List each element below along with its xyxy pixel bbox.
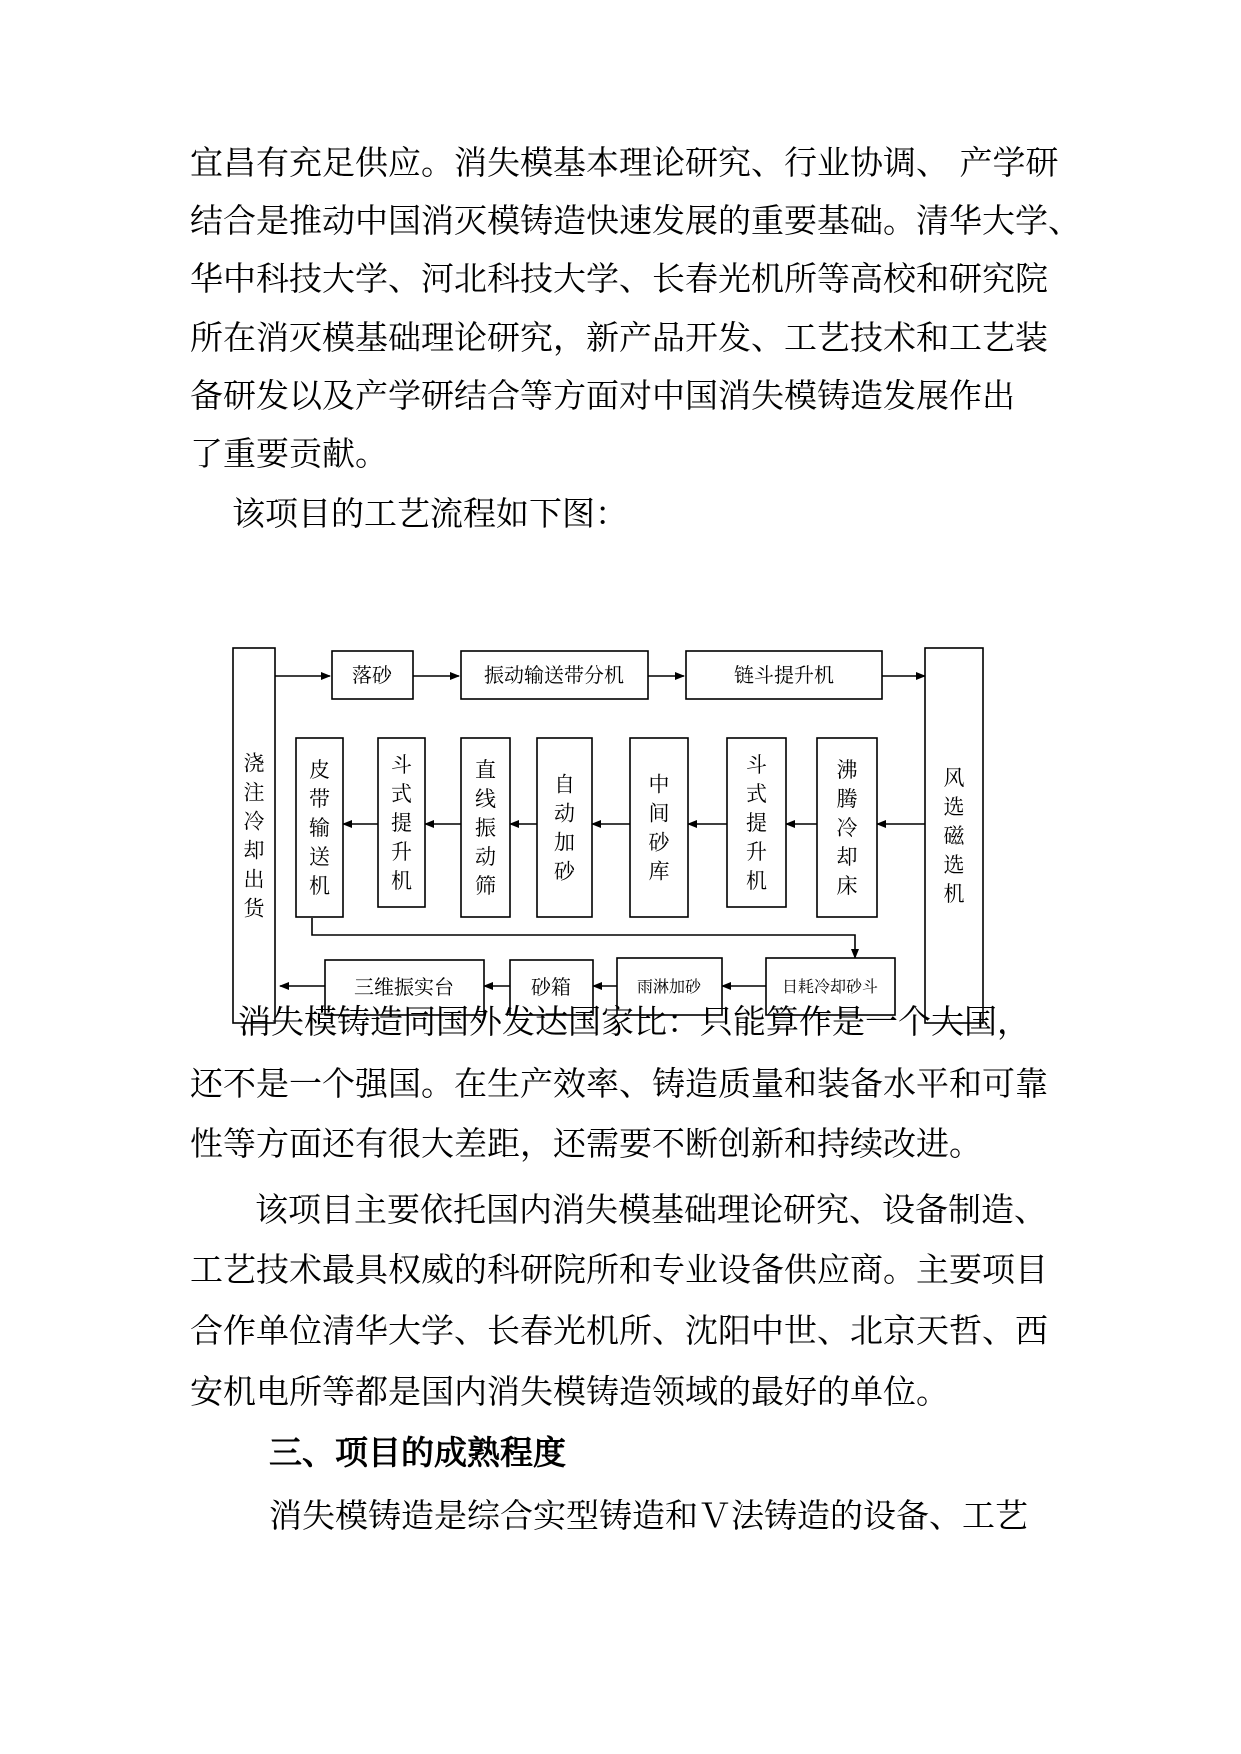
node-label-char: 砂 bbox=[554, 859, 575, 884]
node-label-char: 输 bbox=[309, 815, 330, 840]
node-sand-drop bbox=[332, 651, 413, 699]
node-label-char: 货 bbox=[243, 896, 265, 921]
node-label-char: 动 bbox=[475, 844, 496, 869]
node-label-char: 自 bbox=[554, 772, 575, 797]
node-label: 雨淋加砂 bbox=[636, 977, 702, 996]
node-label-char: 振 bbox=[475, 815, 496, 840]
node-label-char: 升 bbox=[746, 839, 767, 864]
node-intermediate-sand-bin bbox=[630, 738, 688, 917]
node-vibrating-conveyor-separator bbox=[461, 651, 648, 699]
node-label-char: 机 bbox=[309, 873, 330, 898]
node-label-char: 机 bbox=[746, 868, 767, 893]
node-label: 链斗提升机 bbox=[734, 663, 834, 687]
node-label-char: 床 bbox=[836, 873, 858, 898]
node-label-char: 机 bbox=[943, 881, 965, 906]
paragraph-line: 了重要贡献。 bbox=[190, 434, 388, 473]
node-label: 砂箱 bbox=[531, 975, 571, 999]
node-label: 三维振实台 bbox=[354, 975, 454, 999]
node-auto-sand-feeding bbox=[537, 738, 592, 917]
paragraph-line: 备研发以及产学研结合等方面对中国消失模铸造发展作出 bbox=[190, 376, 1015, 415]
node-pour-cool-ship bbox=[233, 648, 275, 1023]
node-label-char: 皮 bbox=[309, 757, 330, 782]
node-label-char: 加 bbox=[554, 830, 575, 855]
node-label bbox=[837, 758, 858, 898]
node-boiling-cooling-bed bbox=[817, 738, 877, 917]
paragraph-line: 合作单位清华大学、长春光机所、沈阳中世、北京天哲、西 bbox=[190, 1311, 1048, 1350]
node-label-char: 选 bbox=[943, 852, 965, 877]
node-label-char: 风 bbox=[943, 765, 965, 790]
node-label-char: 送 bbox=[309, 844, 330, 869]
node-label-char: 斗 bbox=[391, 752, 412, 777]
node-belt-conveyor bbox=[296, 738, 343, 917]
node-label bbox=[944, 766, 966, 906]
paragraph-line: 该项目主要依托国内消失模基础理论研究、设备制造、 bbox=[255, 1190, 1047, 1229]
section-heading: 三、项目的成熟程度 bbox=[269, 1433, 566, 1472]
node-label: 日耗冷却砂斗 bbox=[781, 977, 879, 996]
node-label-char: 斗 bbox=[746, 752, 767, 777]
paragraph-line: 消失模铸造同国外发达国家比：只能算作是一个大国， bbox=[238, 1002, 1030, 1041]
node-label-char: 沸 bbox=[836, 757, 858, 782]
node-label-char: 提 bbox=[391, 810, 412, 835]
paragraph-line: 华中科技大学、河北科技大学、长春光机所等高校和研究院 bbox=[190, 259, 1048, 298]
node-label-char: 冷 bbox=[243, 809, 265, 834]
paragraph-line: 工艺技术最具权威的科研院所和专业设备供应商。主要项目 bbox=[190, 1250, 1048, 1289]
node-label bbox=[391, 753, 412, 893]
paragraph-line: 所在消灭模基础理论研究，新产品开发、工艺技术和工艺装 bbox=[190, 318, 1048, 357]
paragraph-line: 还不是一个强国。在生产效率、铸造质量和装备水平和可靠 bbox=[190, 1064, 1048, 1103]
flow-intro-text: 该项目的工艺流程如下图： bbox=[232, 494, 628, 533]
node-label bbox=[475, 758, 496, 898]
node-label-char: 直 bbox=[475, 757, 496, 782]
node-chain-bucket-elevator bbox=[686, 651, 882, 699]
node-label-char: 机 bbox=[391, 868, 412, 893]
node-label: 落砂 bbox=[352, 663, 392, 687]
node-label-char: 浇 bbox=[243, 751, 265, 776]
node-label-char: 带 bbox=[309, 786, 330, 811]
node-label-char: 中 bbox=[648, 772, 670, 797]
node-label-char: 腾 bbox=[836, 786, 858, 811]
node-label-char: 筛 bbox=[475, 873, 496, 898]
node-label-char: 出 bbox=[243, 867, 265, 892]
node-label-char: 却 bbox=[243, 838, 265, 863]
paragraph-line: 安机电所等都是国内消失模铸造领域的最好的单位。 bbox=[190, 1372, 949, 1411]
node-label-char: 式 bbox=[391, 781, 412, 806]
paragraph-line: 结合是推动中国消灭模铸造快速发展的重要基础。清华大学、 bbox=[190, 201, 1081, 240]
node-label-char: 线 bbox=[475, 786, 496, 811]
node-linear-vibrating-screen bbox=[461, 738, 510, 917]
node-label-char: 冷 bbox=[836, 815, 858, 840]
paragraph-line: 宜昌有充足供应。消失模基本理论研究、行业协调、 产学研 bbox=[190, 143, 1059, 182]
node-label-char: 提 bbox=[746, 810, 767, 835]
node-label-char: 升 bbox=[391, 839, 412, 864]
node-label-char: 磁 bbox=[943, 823, 965, 848]
node-label-char: 却 bbox=[836, 844, 858, 869]
flow-arrow bbox=[312, 918, 855, 958]
node-air-magnetic-separator bbox=[925, 648, 983, 1023]
node-label-char: 间 bbox=[648, 801, 670, 826]
node-bucket-elevator-1 bbox=[378, 738, 425, 907]
node-label bbox=[746, 753, 767, 893]
node-label-char: 砂 bbox=[648, 830, 670, 855]
node-label-char: 注 bbox=[243, 780, 265, 805]
node-label-char: 式 bbox=[746, 781, 767, 806]
node-label-char: 选 bbox=[943, 794, 965, 819]
paragraph-line: 消失模铸造是综合实型铸造和Ｖ法铸造的设备、工艺 bbox=[269, 1496, 1028, 1535]
node-label-char: 动 bbox=[554, 801, 575, 826]
node-label bbox=[309, 758, 330, 898]
paragraph-line: 性等方面还有很大差距，还需要不断创新和持续改进。 bbox=[190, 1124, 982, 1163]
node-label: 振动输送带分机 bbox=[484, 663, 624, 687]
node-bucket-elevator-2 bbox=[727, 738, 786, 907]
node-label-char: 库 bbox=[648, 859, 670, 884]
